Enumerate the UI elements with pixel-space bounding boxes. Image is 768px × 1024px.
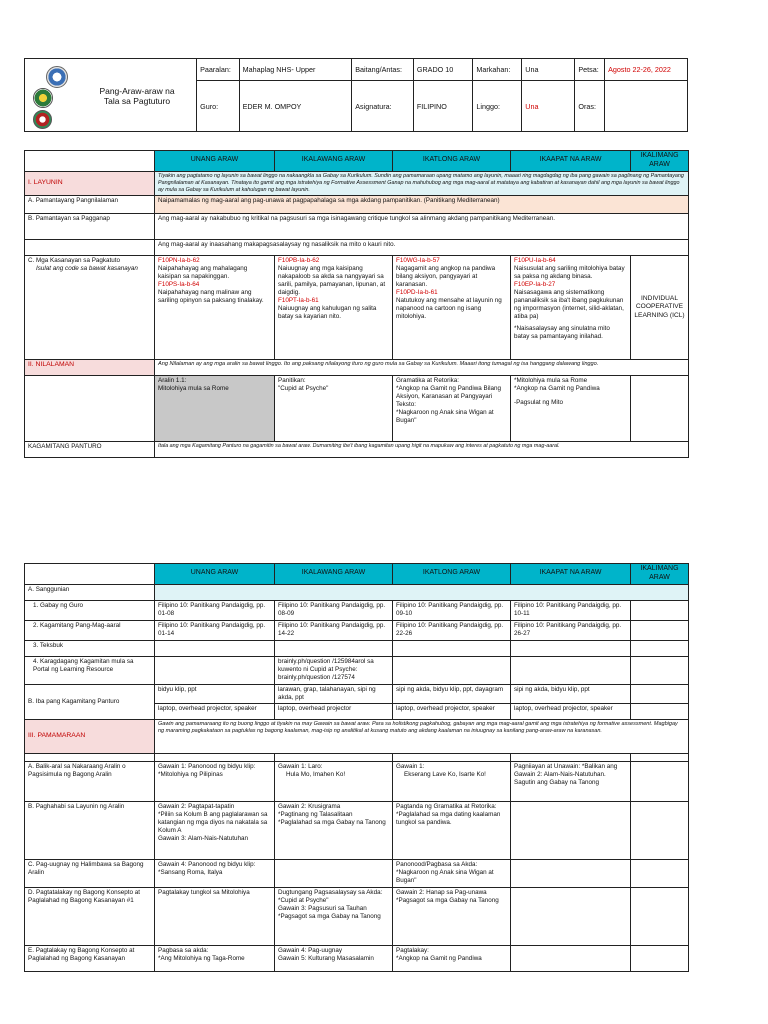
d-day3-b: *Pagsagot sa mga Gabay na Tanong <box>396 897 499 905</box>
nil-day2-a: Panitikan: <box>278 376 306 384</box>
day-header-2-1: UNANG ARAW <box>155 564 275 585</box>
e-day4 <box>511 946 631 972</box>
empty-label-cell <box>25 239 155 255</box>
e-day1-b: *Ang Mitolohiya ng Taga-Rome <box>158 955 245 963</box>
e-label: E. Pagtalakay ng Bagong Konsepto at Paglalahad ng Bagong Kasanayan <box>25 946 155 972</box>
c-day1: Gawain 4: Panonood ng bidyu klip: *Sansang Roma, Italya <box>155 860 275 888</box>
iba-day3-a: sipi ng akda, bidyu klip, ppt, dayagram <box>393 684 511 703</box>
pangnilalaman-text: Naipamamalas ng mag-aaral ang pag-unawa at pagpapahalaga sa mga akdang pampanitikan. (Panitikang Mediterranean) <box>155 195 689 213</box>
paaralan-value: Mahaplag NHS- Upper <box>239 59 352 81</box>
spacer-5 <box>631 754 689 762</box>
a-day2 <box>275 762 393 802</box>
paaralan-label: Paaralan: <box>197 59 240 81</box>
corner-cell <box>25 151 155 172</box>
code-day2-1: F10PB-Ia-b-62 <box>278 256 320 264</box>
nilalaman-day3 <box>393 375 511 441</box>
asignatura-label: Asignatura: <box>352 81 414 132</box>
c-day2 <box>275 860 393 888</box>
e-day2-b: Gawain 5: Kulturang Masasalamin <box>278 955 374 963</box>
gabay-day3: Filipino 10: Panitikang Pandaigdig, pp. 09-10 <box>393 600 511 620</box>
kasanayan-day5: INDIVIDUAL COOPERATIVE LEARNING (ICL) <box>631 255 689 359</box>
a-day3-b: Ekserang Lave Ko, Isarte Ko! <box>404 771 486 779</box>
b-day2-c: *Paglalahad sa mga Gabay na Tanong <box>278 819 386 827</box>
a-day2-b: Hula Mo, Imahen Ko! <box>286 771 346 779</box>
pagganap-text: Ang mag-aaral ay nakabubuo ng kritikal na pagsusuri sa mga isinagawang critique tungkol sa alinmang akdang pampanitikang Mediterranean. <box>155 213 689 239</box>
pamamaraan-label: III. PAMAMARAAN <box>25 720 155 754</box>
gabay-day2: Filipino 10: Panitikang Pandaigdig, pp. 08-09 <box>275 600 393 620</box>
layunin-label: I. LAYUNIN <box>25 171 155 195</box>
nil-day1-a: Aralin 1.1: <box>158 376 187 384</box>
day-header-2: IKALAWANG ARAW <box>275 151 393 172</box>
kasanayan-label: C. Mga Kasanayan sa Pagkatuto <box>28 256 121 264</box>
code-day1-1: F10PN-Ia-b-62 <box>158 256 200 264</box>
nil-day2-b: "Cupid at Psyche" <box>278 384 329 392</box>
kagamitang-label: 2. Kagamitang Pang-Mag-aaral <box>25 620 155 640</box>
spacer-label <box>25 754 155 762</box>
text-day4-2: Naisasagawa ang sistematikong pananaliksik sa iba't ibang pagkukunan ng impormasyon (internet, silid-aklatan, atiba pa) <box>514 289 624 321</box>
b-day3-b: *Paglalahad sa mga dating kaalaman tungkol sa pandiwa. <box>396 811 501 827</box>
b-day2-b: *Pagtinang ng Talasalitaan <box>278 811 353 819</box>
kagamitan-label: KAGAMITANG PANTURO <box>25 441 155 457</box>
iba-day5-a <box>631 684 689 703</box>
spacer-4 <box>511 754 631 762</box>
teksbuk-day5 <box>631 640 689 656</box>
text-day2-1: Naiuugnay ang mga kaisipang nakapaloob sa akda sa nangyayari sa sarili, pamilya, pamayanan, lipunan, at daigdig. <box>278 264 386 297</box>
pamamaraan-text: Gawin ang pamamaraang ito ng buong linggo at tiyakin na may Gawain sa bawat araw. Para sa holistikong pagkahubog, gabayan ang mga mag-aaral gamit ang mga istratehiya ng formative assessment. Magbigay ng maraming pagkakataon sa pagtuklas ng bagong kaalaman, mag-isip ng analitikal at kusang matuto ang akdang kaalaman na iniuugnay sa kanilang pang-araw-araw na karanasan. <box>155 720 689 754</box>
deped-seal-icon <box>46 66 68 88</box>
lesson-table-1-grid <box>24 150 689 458</box>
kasanayan-sub: Isulat ang code sa bawat kasanayan <box>36 264 138 272</box>
iba-day2-b: laptop, overhead projector <box>275 704 393 720</box>
kag-day3: Filipino 10: Panitikang Pandaigdig, pp. 22-26 <box>393 620 511 640</box>
b-day3-a: Pagtanda ng Gramatika at Retorika: <box>396 803 497 810</box>
e-day3-b: *Angkop na Gamit ng Pandiwa <box>396 955 482 963</box>
nil-day4-a: *Mitolohiya mula sa Rome <box>514 376 588 384</box>
header-block <box>24 58 688 132</box>
nilalaman-day5 <box>631 375 689 441</box>
iba-day3-b: laptop, overhead projector, speaker <box>393 704 511 720</box>
d-day4 <box>511 888 631 946</box>
code-day4-2: F10EP-Ia-b-27 <box>514 281 556 289</box>
nil-day3-a: Gramatika at Retorika: <box>396 376 459 384</box>
nil-day3-d: *Nagkaroon ng Anak sina Wigan at Bugan" <box>396 409 494 425</box>
nilalaman-day4 <box>511 375 631 441</box>
code-day4-1: F10PU-Ia-b-64 <box>514 256 556 264</box>
karagdagan-day2: brainly.ph/question /125984arol sa kuwento ni Cupid at Psyche: brainly.ph/question /127574 <box>275 656 393 684</box>
oras-value <box>605 81 688 132</box>
header-table <box>24 58 688 132</box>
b-day2 <box>275 802 393 860</box>
kasanayan-day1 <box>155 255 275 359</box>
petsa-value: Agosto 22-26, 2022 <box>605 59 688 81</box>
spacer-3 <box>393 754 511 762</box>
layunin-text: Tiyakin ang pagtatamo ng layunin sa bawat linggo na nakaangkla sa Gabay sa Kurikulum. Sundin ang pamamaraan upang matamo ang layunin, maaari ring magdagdag ng iba pang gawain sa paglinang ng Pamantayang Pangnilalaman at Kasanayan. Tinataya ito gamit ang mga istratehiya ng Formative Assessment Ganap na mahuhubog ang mga mag-aaral at matataya ang kabatiran at kasanayan dahil ang mga layunin sa bawat linggo ay mula sa Gabay sa Kurikulum at kahulugan ng bawat layunin. <box>155 171 689 195</box>
d-day2-b: *Cupid at Psyche" <box>278 897 329 905</box>
a-day4: Pagniiayan at Unawain: *Balikan ang Gawain 2: Alam-Nais-Natutuhan. Sagutin ang Gabay na Tanong <box>511 762 631 802</box>
c-label: C. Pag-uugnay ng Halimbawa sa Bagong Aralin <box>25 860 155 888</box>
code-day2-2: F10PT-Ia-b-61 <box>278 297 319 305</box>
nilalaman-label: II. NILALAMAN <box>25 359 155 375</box>
teksbuk-day4 <box>511 640 631 656</box>
e-day5 <box>631 946 689 972</box>
text-day1-1: Naipahahayag ang mahalagang kaisipan sa napakinggan. <box>158 264 248 280</box>
title-line-2: Tala sa Pagtuturo <box>103 96 171 107</box>
iba-day2-a: larawan, grap, talahanayan, sipi ng akda, ppt <box>275 684 393 703</box>
a-day1: Gawain 1: Panonood ng bidyu klip: *Mitolohiya ng Pilipinas <box>155 762 275 802</box>
iba-day4-a: sipi ng akda, bidyu klip, ppt <box>511 684 631 703</box>
kag-day5 <box>631 620 689 640</box>
pangnilalaman-label: A. Pamantayang Pangnilalaman <box>25 195 155 213</box>
b-day2-a: Gawain 2: Krusigrama <box>278 803 341 810</box>
d-day2-a: Dugtungang Pagsasalaysay sa Akda: <box>278 889 383 896</box>
day-header-2-2: IKALAWANG ARAW <box>275 564 393 585</box>
day-header-4: IKAAPAT NA ARAW <box>511 151 631 172</box>
text-day1-2: Naipahahayag nang malinaw ang sariling opinyon sa paksang tinalakay. <box>158 289 264 305</box>
a-day3-a: Gawain 1: <box>396 763 425 770</box>
day-header-2-3: IKATLONG ARAW <box>393 564 511 585</box>
kag-day2: Filipino 10: Panitikang Pandaigdig, pp. 14-22 <box>275 620 393 640</box>
iba-day1-a: bidyu klip, ppt <box>155 684 275 703</box>
text-day2-2: Naiuugnay ang kahulugan ng salita batay sa kayarian nito. <box>278 305 377 321</box>
d-day3-a: Gawain 2: Hanap sa Pag-unawa <box>396 889 487 896</box>
nil-day4-b: *Angkop na Gamit ng Pandiwa <box>514 384 600 392</box>
e-day1 <box>155 946 275 972</box>
karagdagan-day3 <box>393 656 511 684</box>
gabay-label: 1. Gabay ng Guro <box>25 600 155 620</box>
gabay-day4: Filipino 10: Panitikang Pandaigdig, pp. 10-11 <box>511 600 631 620</box>
spacer-1 <box>155 754 275 762</box>
d-label: D. Pagtatalakay ng Bagong Konsepto at Paglalahad ng Bagong Kasanayan #1 <box>25 888 155 946</box>
nilalaman-text: Ang Nilalaman ay ang mga aralin sa bawat linggo. Ito ang paksang nilalayong ituro ng guro mula sa Gabay sa Kurikulum. Maaari itong tumagal ng isa hanggang dalawang linggo. <box>155 359 689 375</box>
teksbuk-day2 <box>275 640 393 656</box>
b-day1 <box>155 802 275 860</box>
nil-day4-c: -Pagsulat ng Mito <box>514 399 564 406</box>
asignatura-value: FILIPINO <box>413 81 473 132</box>
d-day5 <box>631 888 689 946</box>
b-day1-b: *Piliin sa Kolum B ang paglalarawan sa katangian ng mga diyos na nakatala sa Kolum A <box>158 811 268 835</box>
sanggunian-label: A. Sanggunian <box>25 584 155 600</box>
petsa-label: Petsa: <box>575 59 605 81</box>
iba-day5-b <box>631 704 689 720</box>
linggo-value: Una <box>522 81 575 132</box>
guro-label: Guro: <box>197 81 240 132</box>
e-day2-a: Gawain 4: Pag-uugnay <box>278 947 343 954</box>
linggo-label: Linggo: <box>473 81 522 132</box>
day-header-1: UNANG ARAW <box>155 151 275 172</box>
kasanayan-day2 <box>275 255 393 359</box>
day-header-2-5: IKALIMANG ARAW <box>631 564 689 585</box>
karagdagan-day4 <box>511 656 631 684</box>
sanggunian-bar <box>155 584 689 600</box>
nilalaman-empty-cell <box>25 375 155 441</box>
e-day3-a: Pagtalakay: <box>396 947 429 954</box>
baitang-label: Baitang/Antas: <box>352 59 414 81</box>
teksbuk-day3 <box>393 640 511 656</box>
iba-day4-b: laptop, overhead projector, speaker <box>511 704 631 720</box>
d-day2-c: Gawain 3: Pagsusuri sa Tauhan <box>278 905 367 913</box>
iba-day1-b: laptop, overhead projector, speaker <box>155 704 275 720</box>
kagamitan-text: Itala ang mga Kagamitang Panturo na gagamitin sa bawat araw. Dumamiting ibe't ibang kagamitan upang higit na mapukaw ang interes at pagkatuto ng mga mag-aaral. <box>155 441 689 457</box>
e-day2 <box>275 946 393 972</box>
b-day4 <box>511 802 631 860</box>
c-day3-b: *Nagkaroon ng Anak sina Wigan at Bugan" <box>396 869 494 885</box>
text-day3-1: Nagagamit ang angkop na pandiwa bilang aksiyon, pangyayari at karanasan. <box>396 264 496 289</box>
d-day2-d: *Pagsagot sa mga Gabay na Tanong <box>278 913 381 921</box>
karagdagan-label: 4. Karagdagang Kagamitan mula sa Portal ng Learning Resource <box>25 656 155 684</box>
gabay-day5 <box>631 600 689 620</box>
a-day2-a: Gawain 1: Laro: <box>278 763 323 770</box>
page-title <box>89 86 185 106</box>
nil-day3-b: *Angkop na Gamit ng Pandiwa Bilang Aksiyon, Karanasan at Pangyayari <box>396 384 502 400</box>
code-day3-2: F10PD-Ia-b-61 <box>396 289 438 297</box>
karagdagan-day1 <box>155 656 275 684</box>
c-day4 <box>511 860 631 888</box>
c-day3 <box>393 860 511 888</box>
b-day1-c: Gawain 3: Alam-Nais-Natutuhan <box>158 835 248 843</box>
text-day4-1: Naisusulat ang sariling mitolohiya batay sa paksa ng akdang binasa. <box>514 264 625 280</box>
b-day5 <box>631 802 689 860</box>
a-day3 <box>393 762 511 802</box>
baitang-value: GRADO 10 <box>413 59 473 81</box>
markahan-label: Markahan: <box>473 59 522 81</box>
karagdagan-day5 <box>631 656 689 684</box>
e-day3 <box>393 946 511 972</box>
nil-day3-c: Teksto: <box>396 401 416 409</box>
kag-day1: Filipino 10: Panitikang Pandaigdig, pp. 01-14 <box>155 620 275 640</box>
oras-label: Oras: <box>575 81 605 132</box>
header-logo-title-cell <box>25 59 197 132</box>
a-label: A. Balik-aral sa Nakaraang Aralin o Pagsisimula ng Bagong Aralin <box>25 762 155 802</box>
b-day1-a: Gawain 2: Pagtapat-tapatin <box>158 803 235 810</box>
spacer-2 <box>275 754 393 762</box>
division-seal-icon <box>33 88 53 108</box>
kag-day4: Filipino 10: Panitikang Pandaigdig, pp. 26-27 <box>511 620 631 640</box>
day-header-3: IKATLONG ARAW <box>393 151 511 172</box>
c-day5 <box>631 860 689 888</box>
title-line-1: Pang-Araw-araw na <box>99 86 175 96</box>
lesson-table-1 <box>24 150 688 462</box>
pagganap-label: B. Pamantayan sa Pagganap <box>25 213 155 239</box>
d-day1: Pagtalakay tungkol sa Mitolohiya <box>155 888 275 946</box>
nilalaman-day1 <box>155 375 275 441</box>
nilalaman-day2 <box>275 375 393 441</box>
b-day3 <box>393 802 511 860</box>
kasanayan-cell <box>25 255 155 359</box>
kasanayan-day4 <box>511 255 631 359</box>
gabay-day1: Filipino 10: Panitikang Pandaigdig, pp. 01-08 <box>155 600 275 620</box>
day-header-5: IKALIMANG ARAW <box>631 151 689 172</box>
guro-value: EDER M. OMPOY <box>239 81 352 132</box>
text-day4-3: *Naisasalaysay ang sinulatna mito batay sa pamantayang inilahad. <box>514 325 610 341</box>
iba-label: B. Iba pang Kagamitang Panturo <box>25 684 155 719</box>
markahan-value: Una <box>522 59 575 81</box>
lesson-table-2-grid <box>24 563 689 972</box>
code-day1-2: F10PS-Ia-b-64 <box>158 281 200 289</box>
corner-cell-2 <box>25 564 155 585</box>
code-day3-1: F10WG-Ia-b-57 <box>396 256 440 264</box>
text-day3-2: Natutukoy ang mensahe at layunin ng napanood na cartoon ng isang mitolohiya. <box>396 297 502 321</box>
mitolohiya-text: Ang mag-aaral ay inaasahang makapagsasalaysay ng nasaliksik na mito o kauri nito. <box>155 239 689 255</box>
c-day3-a: Panonood/Pagbasa sa Akda: <box>396 861 478 868</box>
teksbuk-label: 3. Teksbuk <box>25 640 155 656</box>
nil-day1-b: Mitolohiya mula sa Rome <box>158 384 229 392</box>
d-day2 <box>275 888 393 946</box>
a-day5 <box>631 762 689 802</box>
school-seal-icon <box>33 110 52 129</box>
d-day3 <box>393 888 511 946</box>
teksbuk-day1 <box>155 640 275 656</box>
e-day1-a: Pagbasa sa akda: <box>158 947 209 954</box>
kasanayan-day3 <box>393 255 511 359</box>
b-label: B. Paghahabi sa Layunin ng Aralin <box>25 802 155 860</box>
lesson-table-2 <box>24 563 688 983</box>
day-header-2-4: IKAAPAT NA ARAW <box>511 564 631 585</box>
